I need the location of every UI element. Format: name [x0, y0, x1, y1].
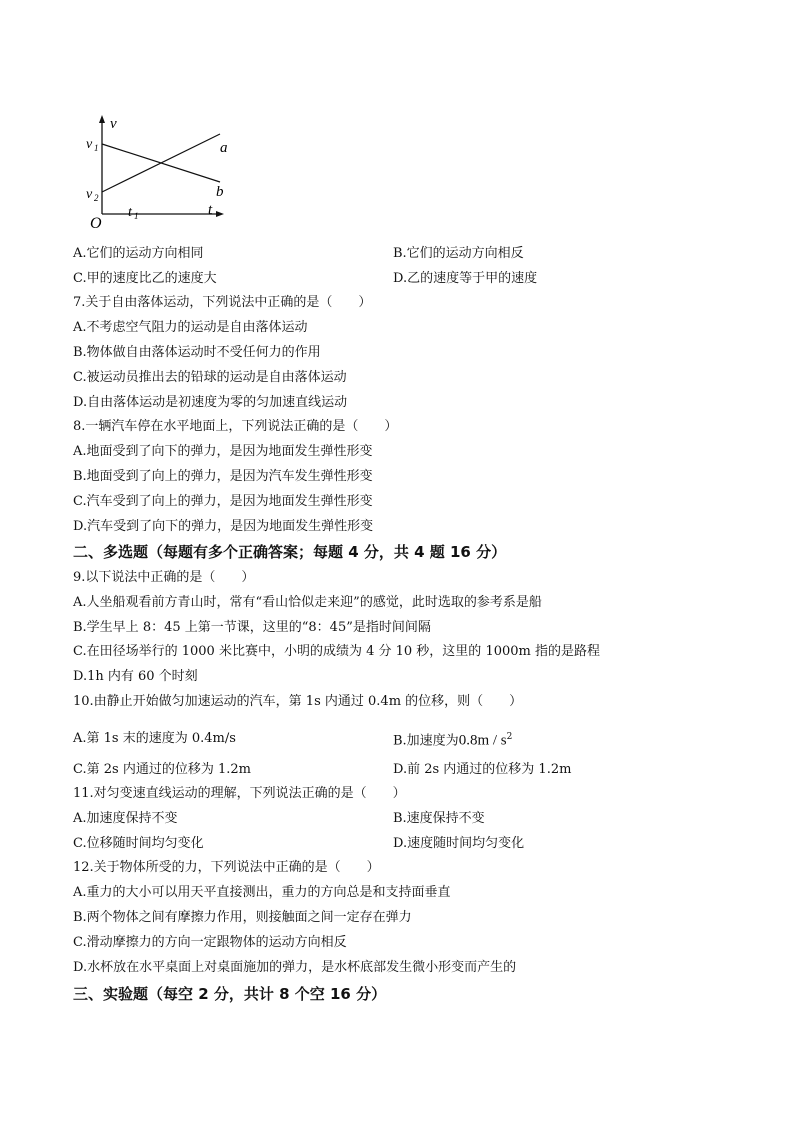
- v2-sub: 2: [94, 193, 99, 203]
- q11-option-d: D.速度随时间均匀变化: [393, 836, 525, 851]
- q7-stem: 7.关于自由落体运动，下列说法中正确的是（ ）: [73, 295, 372, 310]
- origin-label: O: [90, 215, 102, 232]
- q11-option-c: C.位移随时间均匀变化: [73, 836, 204, 851]
- section-3-heading: 三、实验题（每空 2 分，共计 8 个空 16 分）: [73, 985, 387, 1003]
- q6-option-d: D.乙的速度等于甲的速度: [393, 271, 538, 286]
- v2-label: v: [86, 187, 93, 202]
- q12-option-d: D.水杯放在水平桌面上对桌面施加的弹力，是水杯底部发生微小形变而产生的: [73, 960, 517, 975]
- q9-option-a: A.人坐船观看前方青山时，常有“看山恰似走来迎”的感觉，此时选取的参考系是船: [73, 595, 542, 610]
- q12-option-c: C.滑动摩擦力的方向一定跟物体的运动方向相反: [73, 935, 347, 950]
- t1-sub: 1: [134, 211, 139, 221]
- q10-option-d: D.前 2s 内通过的位移为 1.2m: [393, 762, 572, 777]
- v1-sub: 1: [94, 143, 99, 153]
- q12-stem: 12.关于物体所受的力，下列说法中正确的是（ ）: [73, 860, 380, 875]
- q8-option-c: C.汽车受到了向上的弹力，是因为地面发生弹性形变: [73, 494, 373, 509]
- q6-option-a: A.它们的运动方向相同: [73, 246, 204, 261]
- q10-option-c: C.第 2s 内通过的位移为 1.2m: [73, 762, 251, 777]
- t-axis-arrow: [216, 211, 224, 217]
- q7-option-b: B.物体做自由落体运动时不受任何力的作用: [73, 345, 321, 360]
- q7-option-d: D.自由落体运动是初速度为零的匀加速直线运动: [73, 395, 348, 410]
- v-axis-label: v: [110, 116, 117, 132]
- q11-option-a: A.加速度保持不变: [73, 811, 178, 826]
- q6-option-b: B.它们的运动方向相反: [393, 246, 524, 261]
- q8-option-b: B.地面受到了向上的弹力，是因为汽车发生弹性形变: [73, 469, 373, 484]
- q10-option-b: [393, 728, 512, 750]
- q9-stem: 9.以下说法中正确的是（ ）: [73, 570, 255, 585]
- q10-option-b-prefix: B.加速度为: [393, 733, 459, 749]
- q8-option-d: D.汽车受到了向下的弹力，是因为地面发生弹性形变: [73, 519, 374, 534]
- q10-stem: 10.由静止开始做匀加速运动的汽车，第 1s 内通过 0.4m 的位移，则（ ）: [73, 694, 523, 709]
- q6-option-c: C.甲的速度比乙的速度大: [73, 271, 217, 286]
- line-b-label: b: [216, 184, 224, 200]
- q7-option-a: A.不考虑空气阻力的运动是自由落体运动: [73, 320, 308, 335]
- q9-option-b: B.学生早上 8：45 上第一节课，这里的“8：45”是指时间间隔: [73, 620, 431, 635]
- q9-option-d: D.1h 内有 60 个时刻: [73, 669, 198, 684]
- t-axis-label: t: [208, 202, 213, 218]
- q12-option-b: B.两个物体之间有摩擦力作用，则接触面之间一定存在弹力: [73, 910, 412, 925]
- q7-option-c: C.被运动员推出去的铅球的运动是自由落体运动: [73, 370, 347, 385]
- v-axis-arrow: [99, 115, 105, 123]
- q8-option-a: A.地面受到了向下的弹力，是因为地面发生弹性形变: [73, 444, 373, 459]
- line-a-label: a: [220, 140, 228, 156]
- section-2-heading: 二、多选题（每题有多个正确答案；每题 4 分，共 4 题 16 分）: [73, 543, 507, 561]
- velocity-time-graph: [82, 114, 232, 232]
- line-b: [102, 144, 220, 182]
- v1-label: v: [86, 137, 93, 152]
- t1-label: t: [128, 205, 132, 220]
- q10-option-b-exponent: 2: [506, 732, 513, 742]
- q11-stem: 11.对匀变速直线运动的理解，下列说法正确的是（ ）: [73, 786, 406, 801]
- q10-option-a: A.第 1s 末的速度为 0.4m/s: [73, 731, 236, 746]
- q8-stem: 8.一辆汽车停在水平地面上，下列说法正确的是（ ）: [73, 419, 398, 434]
- q12-option-a: A.重力的大小可以用天平直接测出，重力的方向总是和支持面垂直: [73, 885, 451, 900]
- q9-option-c: C.在田径场举行的 1000 米比赛中，小明的成绩为 4 分 10 秒，这里的 1000m 指的是路程: [73, 644, 600, 659]
- q11-option-b: B.速度保持不变: [393, 811, 485, 826]
- q10-option-b-value: 0.8m / s: [458, 732, 507, 749]
